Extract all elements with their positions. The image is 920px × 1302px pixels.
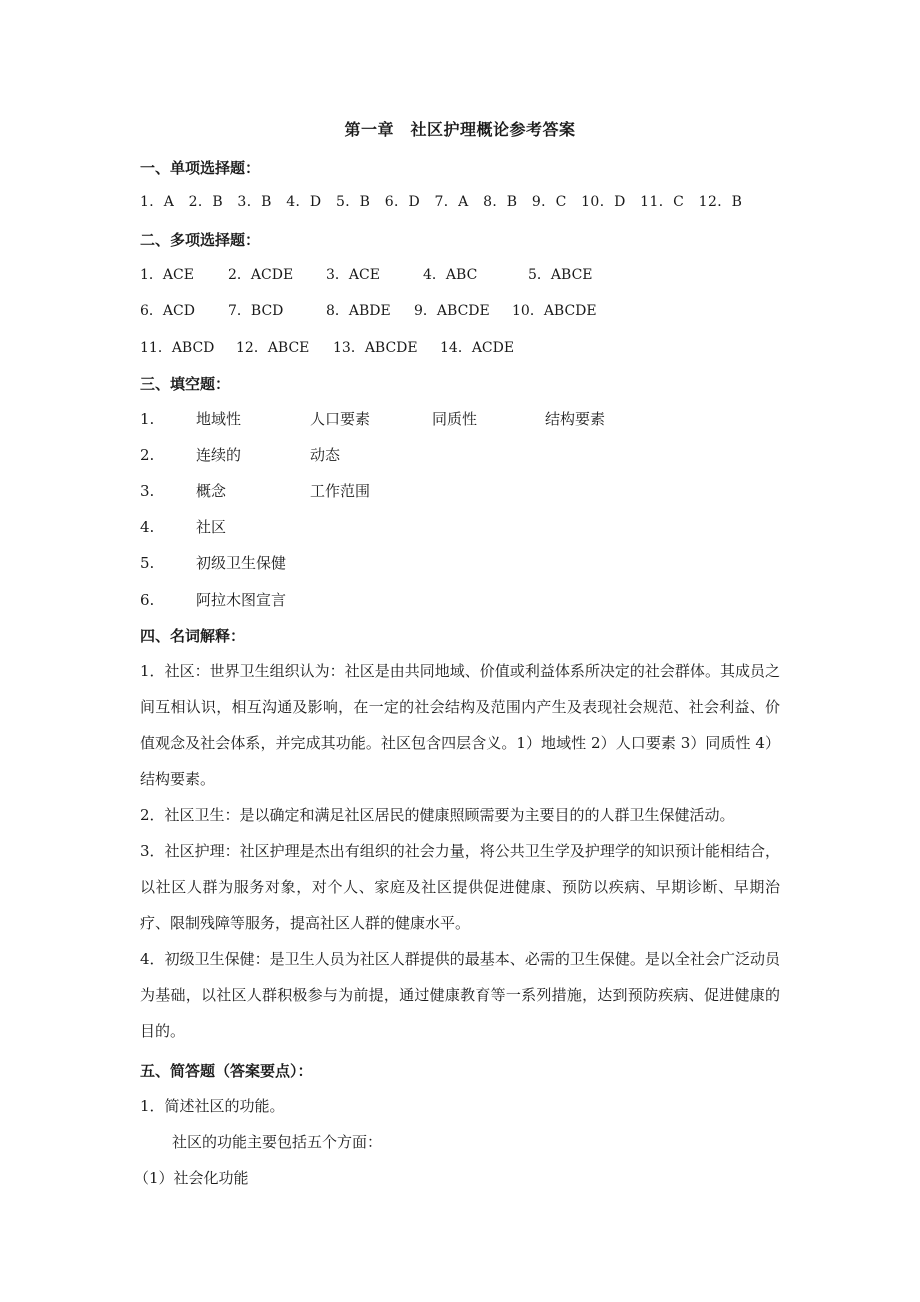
- fill-blank-number: 4.: [140, 518, 155, 536]
- heading-fill-blank: 三、填空题：: [140, 375, 231, 393]
- multi-choice-answer: 5．ABCE: [528, 267, 593, 283]
- fill-blank-number: 2.: [140, 446, 155, 464]
- fill-blank-answer: 概念: [196, 482, 227, 500]
- term-definition: 2．社区卫生：是以确定和满足社区居民的健康照顾需要为主要目的的人群卫生保健活动。: [140, 806, 735, 824]
- fill-blank-answer: 连续的: [196, 446, 242, 464]
- fill-blank-answer: 同质性: [432, 410, 478, 428]
- multi-choice-answer: 13．ABCDE: [333, 340, 418, 356]
- multi-choice-answer: 7．BCD: [228, 303, 284, 319]
- heading-short-answer: 五、简答题（答案要点）：: [140, 1062, 313, 1080]
- term-definition: 3．社区护理：社区护理是杰出有组织的社会力量，将公共卫生学及护理学的知识预计能相结合，以社区人群为服务对象，对个人、家庭及社区提供促进健康、预防以疾病、早期诊断、早期治疗、限制残障等服务，提高社区人群的健康水平。: [140, 842, 780, 932]
- single-choice-answers: 1．A 2．B 3．B 4．D 5．B 6．D 7．A 8．B 9．C 10．D 11．C 12．B: [140, 194, 743, 210]
- fill-blank-answer: 社区: [196, 518, 227, 536]
- multi-choice-answer: 11．ABCD: [140, 340, 215, 356]
- fill-blank-answer: 阿拉木图宣言: [196, 591, 287, 609]
- multi-choice-answer: 10．ABCDE: [512, 303, 597, 319]
- fill-blank-answer: 地域性: [196, 410, 242, 428]
- multi-choice-answer: 8．ABDE: [326, 303, 391, 319]
- multi-choice-answer: 14．ACDE: [440, 340, 515, 356]
- multi-choice-answer: 1．ACE: [140, 267, 194, 283]
- multi-choice-answer: 3．ACE: [326, 267, 380, 283]
- short-answer-question: 1．简述社区的功能。: [140, 1097, 285, 1115]
- heading-terms: 四、名词解释：: [140, 627, 246, 645]
- term-definition: 4．初级卫生保健：是卫生人员为社区人群提供的最基本、必需的卫生保健。是以全社会广泛动员为基础，以社区人群积极参与为前提，通过健康教育等一系列措施，达到预防疾病、促进健康的目的。: [140, 950, 780, 1040]
- page-title: 第一章 社区护理概论参考答案: [344, 120, 576, 139]
- fill-blank-number: 3.: [140, 482, 155, 500]
- fill-blank-answer: 动态: [310, 446, 341, 464]
- fill-blank-answer: 结构要素: [545, 410, 606, 428]
- fill-blank-answer: 初级卫生保健: [196, 554, 287, 572]
- fill-blank-number: 6.: [140, 591, 155, 609]
- term-definition: 1．社区：世界卫生组织认为：社区是由共同地域、价值或利益体系所决定的社会群体。其成员之间互相认识，相互沟通及影响，在一定的社会结构及范围内产生及表现社会规范、社会利益、价值观念及社会体系，并完成其功能。社区包含四层含义。1）地域性 2）人口要素 3）同质性 4）结构要素。: [140, 662, 780, 788]
- fill-blank-number: 1.: [140, 410, 155, 428]
- short-answer-intro: 社区的功能主要包括五个方面：: [172, 1133, 383, 1151]
- multi-choice-answer: 12．ABCE: [236, 340, 310, 356]
- multi-choice-answer: 4．ABC: [423, 267, 478, 283]
- heading-single-choice: 一、单项选择题：: [140, 159, 261, 177]
- fill-blank-number: 5.: [140, 554, 155, 572]
- multi-choice-answer: 9．ABCDE: [414, 303, 490, 319]
- multi-choice-answer: 2．ACDE: [228, 267, 294, 283]
- multi-choice-answer: 6．ACD: [140, 303, 195, 319]
- fill-blank-answer: 工作范围: [310, 482, 371, 500]
- short-answer-point: （1）社会化功能: [134, 1169, 249, 1187]
- heading-multi-choice: 二、多项选择题：: [140, 231, 261, 249]
- fill-blank-answer: 人口要素: [310, 410, 371, 428]
